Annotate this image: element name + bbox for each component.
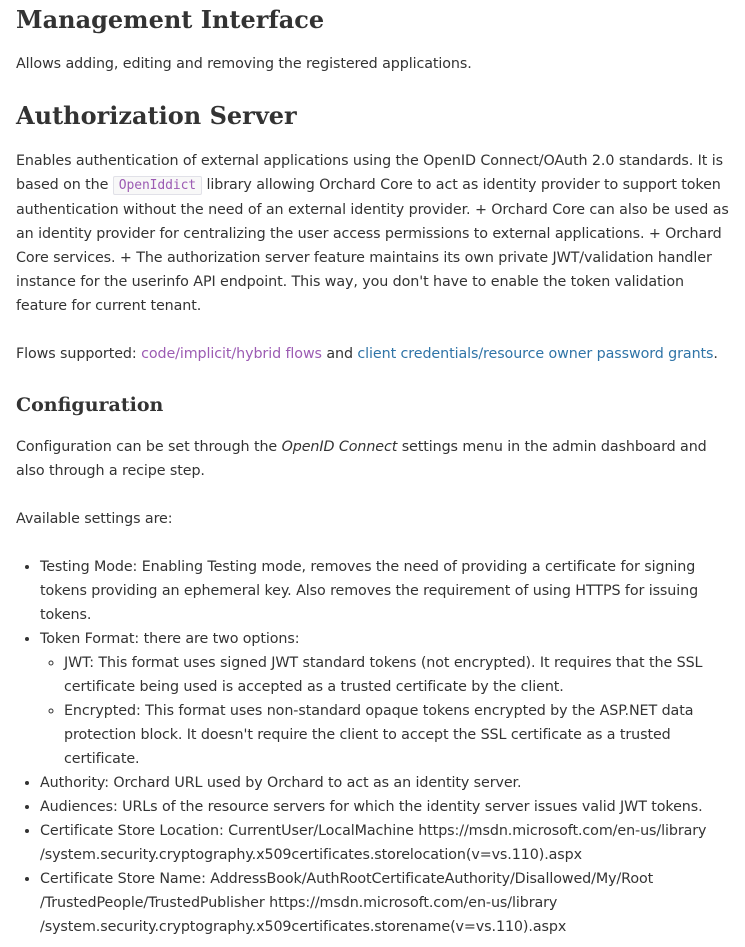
auth-text-before: Enables authentication of external applications using the OpenID Connect/OAuth 2.0 standards. It is based on the [16, 153, 723, 193]
authorization-server-heading: Authorization Server [16, 101, 297, 130]
token-format-jwt: ◦ JWT: This format uses signed JWT standard tokens (not encrypted). It requires that the SSL certificate being used is accepted as a trusted certificate by the client. [64, 651, 729, 699]
cert-name-line-2: /TrustedPeople/TrustedPublisher https://msdn.microsoft.com/en-us/library [40, 895, 558, 911]
cert-location-line-2: /system.security.cryptography.x509certificates.storelocation(v=vs.110).aspx [40, 847, 582, 863]
setting-audiences: • Audiences: URLs of the resource servers for which the identity server issues valid JWT tokens. [40, 795, 729, 819]
setting-certificate-store-location [40, 819, 729, 867]
openid-connect-emphasis: OpenID Connect [281, 439, 398, 455]
configuration-description [16, 435, 729, 483]
available-settings-label: Available settings are: [16, 511, 173, 527]
config-text-after: settings menu in the admin dashboard and also through a recipe step. [16, 439, 707, 479]
management-interface-heading: Management Interface [16, 5, 325, 34]
config-text-before: Configuration can be set through the [16, 439, 282, 455]
flows-prefix: Flows supported: [16, 346, 142, 362]
flows-suffix: . [713, 346, 718, 362]
authorization-server-description [16, 149, 729, 318]
flows-supported [16, 342, 729, 366]
hybrid-flows-link[interactable]: code/implicit/hybrid flows [141, 346, 322, 362]
setting-authority: • Authority: Orchard URL used by Orchard to act as an identity server. [40, 771, 729, 795]
cert-name-line-3: /system.security.cryptography.x509certificates.storename(v=vs.110).aspx [40, 919, 567, 935]
setting-testing-mode: • Testing Mode: Enabling Testing mode, removes the need of providing a certificate for signing tokens providing an ephemeral key. Also removes the requirement of using HTTPS for issuing tokens. [40, 555, 729, 627]
cert-name-line-1: • Certificate Store Name: AddressBook/AuthRootCertificateAuthority/Disallowed/My/Root [40, 871, 654, 887]
token-format-label: Token Format: there are two options: [40, 631, 300, 647]
configuration-heading: Configuration [16, 394, 164, 416]
token-format-options [40, 651, 729, 771]
setting-certificate-store-name [40, 867, 729, 939]
token-format-encrypted: ◦ Encrypted: This format uses non-standard opaque tokens encrypted by the ASP.NET data protection block. It doesn't require the client to accept the SSL certificate as a trusted certificate. [64, 699, 729, 771]
settings-list [16, 555, 729, 939]
auth-text-after: library allowing Orchard Core to act as identity provider to support token authentication without the need of an external identity provider. + Orchard Core can also be used as an identity provider for centralizing the user access permissions to external applications. + Orchard Core services. + The authorization server feature maintains its own private JWT/validation handler instance for the userinfo API endpoint. This way, you don't have to enable the token validation feature for current tenant. [16, 177, 729, 314]
password-grants-link[interactable]: client credentials/resource owner password grants [357, 346, 714, 362]
management-interface-description: Allows adding, editing and removing the registered applications. [16, 56, 472, 72]
openiddict-code: OpenIddict [113, 176, 202, 195]
flows-middle: and [321, 346, 358, 362]
cert-location-line-1: • Certificate Store Location: CurrentUser/LocalMachine https://msdn.microsoft.com/en-us/library [40, 823, 707, 839]
setting-token-format [40, 627, 729, 771]
